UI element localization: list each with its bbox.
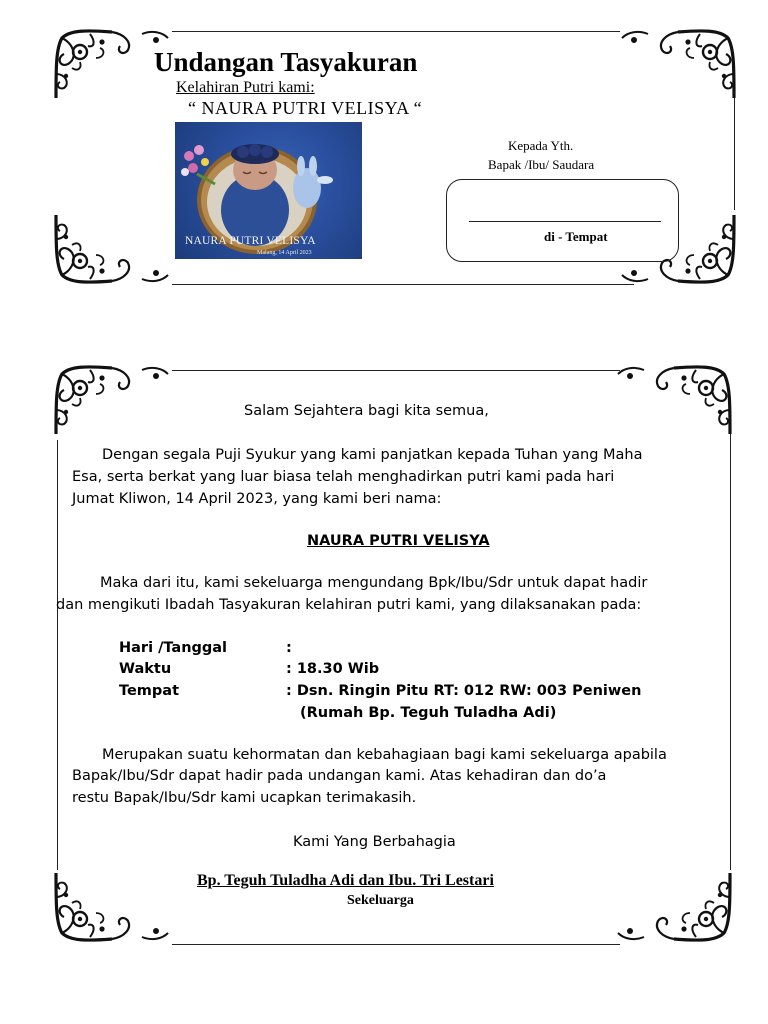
invitation-title: Undangan Tasyakuran [154, 47, 418, 77]
bottom-card-border-bottom [172, 944, 620, 945]
address-box [446, 179, 679, 262]
corner-ornament-icon [614, 868, 734, 943]
paragraph-line: dan mengikuti Ibadah Tasyakuran kelahiran putri kami, yang dilaksanakan pada: [56, 597, 642, 613]
paragraph-line: Merupakan suatu kehormatan dan kebahagiaan bagi kami sekeluarga apabila [102, 747, 667, 763]
corner-ornament-icon [618, 28, 738, 103]
baby-name-heading: “ NAURA PUTRI VELISYA “ [188, 98, 423, 118]
paragraph-line: restu Bapak/Ibu/Sdr kami ucapkan terimakasih. [72, 790, 417, 806]
bottom-card-border-top [172, 370, 620, 371]
paragraph-line: Bapak/Ibu/Sdr dapat hadir pada undangan kami. Atas kehadiran dan do’a [72, 768, 607, 784]
baby-photo [175, 122, 362, 259]
detail-label-place: Tempat [119, 683, 180, 699]
corner-ornament-icon [52, 868, 172, 943]
photo-subcaption: Malang, 14 April 2023 [257, 250, 312, 256]
recipient-title: Bapak /Ibu/ Saudara [488, 157, 595, 172]
photo-caption: NAURA PUTRI VELISYA [185, 235, 316, 247]
detail-value-time: : 18.30 Wib [286, 661, 380, 677]
corner-ornament-icon [614, 364, 734, 439]
di-tempat-label: di - Tempat [544, 229, 608, 244]
bottom-card-border-left [57, 440, 58, 870]
invitation-subtitle: Kelahiran Putri kami: [176, 79, 315, 96]
detail-place-extra: (Rumah Bp. Teguh Tuladha Adi) [300, 705, 557, 721]
family-text: Sekeluarga [347, 893, 414, 908]
detail-label-date: Hari /Tanggal [119, 640, 228, 656]
detail-value-place: : Dsn. Ringin Pitu RT: 012 RW: 003 Peniwen [286, 683, 642, 699]
paragraph-line: Esa, serta berkat yang luar biasa telah menghadirkan putri kami pada hari [72, 469, 615, 485]
greeting-text: Salam Sejahtera bagi kita semua, [244, 403, 489, 419]
detail-value-date: : [286, 640, 292, 656]
paragraph-line: Maka dari itu, kami sekeluarga mengundang Bpk/Ibu/Sdr untuk dapat hadir [100, 575, 648, 591]
baby-name-text: NAURA PUTRI VELISYA [307, 533, 490, 549]
top-card-border-bottom [172, 284, 634, 285]
signature-names: Bp. Teguh Tuladha Adi dan Ibu. Tri Lestari [197, 872, 494, 889]
paragraph-line: Dengan segala Puji Syukur yang kami panjatkan kepada Tuhan yang Maha [102, 447, 643, 463]
detail-label-time: Waktu [119, 661, 172, 677]
address-line [469, 221, 661, 222]
closing-text: Kami Yang Berbahagia [293, 834, 456, 850]
bottom-card-border-right [730, 420, 731, 870]
recipient-label: Kepada Yth. [508, 138, 574, 153]
paragraph-line: Jumat Kliwon, 14 April 2023, yang kami beri nama: [72, 491, 442, 507]
top-card-border-top [172, 31, 620, 32]
corner-ornament-icon [52, 364, 172, 439]
corner-ornament-icon [52, 210, 172, 285]
